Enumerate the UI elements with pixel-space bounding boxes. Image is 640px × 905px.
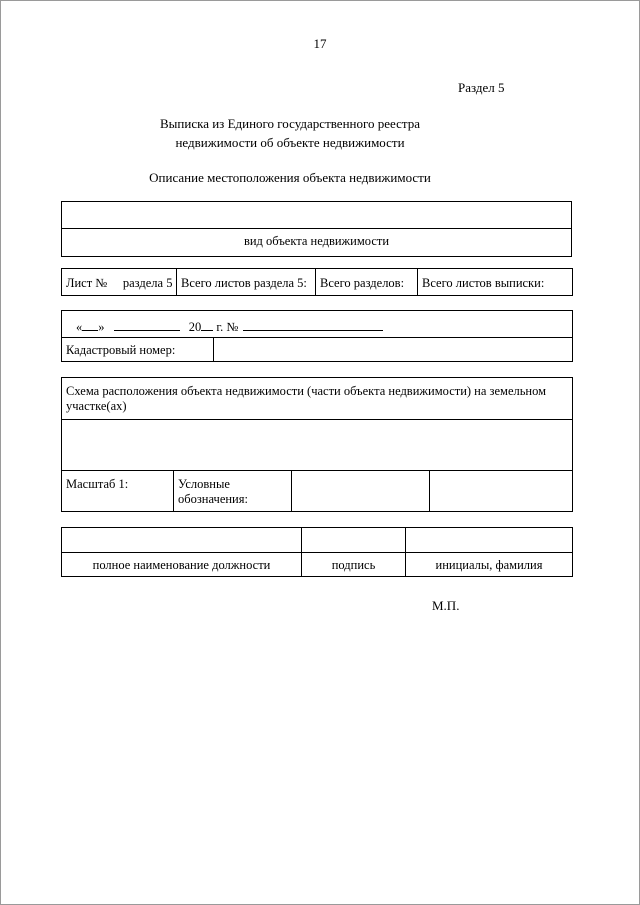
position-value-cell[interactable] bbox=[62, 528, 302, 553]
cadastral-value-cell[interactable] bbox=[214, 338, 573, 362]
document-title bbox=[0, 114, 580, 152]
total-sheets-extract-label: Всего листов выписки: bbox=[418, 269, 573, 296]
document-number-blank[interactable] bbox=[243, 318, 383, 331]
day-blank[interactable] bbox=[82, 318, 98, 331]
stamp-label: М.П. bbox=[432, 598, 460, 613]
total-sheets-section-label: Всего листов раздела 5: bbox=[177, 269, 316, 296]
section-5-label: раздела 5 bbox=[122, 276, 173, 290]
object-type-label: вид объекта недвижимости bbox=[62, 229, 572, 257]
scheme-table bbox=[61, 377, 573, 512]
scheme-drawing-area[interactable] bbox=[62, 420, 573, 471]
quote-close: » bbox=[98, 320, 105, 334]
title-line-2: недвижимости об объекте недвижимости bbox=[175, 135, 405, 150]
cadastral-label: Кадастровый номер: bbox=[62, 338, 214, 362]
quote-open: « bbox=[76, 320, 83, 334]
sheet-info-table bbox=[61, 268, 573, 296]
signature-label: подпись bbox=[302, 553, 406, 577]
year-prefix: 20 bbox=[188, 320, 202, 334]
page-number: 17 bbox=[313, 36, 327, 51]
year-blank[interactable] bbox=[201, 318, 213, 331]
section-label: Раздел 5 bbox=[458, 80, 505, 95]
signature-value-cell[interactable] bbox=[302, 528, 406, 553]
legend-cell-2[interactable] bbox=[430, 471, 573, 512]
legend-cell-1[interactable] bbox=[292, 471, 430, 512]
name-value-cell[interactable] bbox=[406, 528, 573, 553]
title-line-1: Выписка из Единого государственного реестра bbox=[160, 116, 420, 131]
date-cadastral-table bbox=[61, 310, 573, 362]
name-label: инициалы, фамилия bbox=[406, 553, 573, 577]
scale-label: Масштаб 1: bbox=[62, 471, 174, 512]
sheet-number-cell bbox=[62, 269, 177, 296]
month-blank[interactable] bbox=[114, 318, 180, 331]
document-subtitle: Описание местоположения объекта недвижимости bbox=[149, 170, 431, 185]
position-label: полное наименование должности bbox=[62, 553, 302, 577]
date-line bbox=[62, 311, 573, 338]
signature-table bbox=[61, 527, 573, 577]
object-type-value-cell[interactable] bbox=[62, 202, 572, 229]
legend-label: Условные обозначения: bbox=[174, 471, 292, 512]
total-sections-label: Всего разделов: bbox=[316, 269, 418, 296]
scheme-title: Схема расположения объекта недвижимости (части объекта недвижимости) на земельном участке(ах) bbox=[62, 378, 573, 420]
number-label: г. № bbox=[216, 320, 239, 334]
sheet-number-label: Лист № bbox=[66, 276, 108, 290]
object-type-table bbox=[61, 201, 572, 257]
